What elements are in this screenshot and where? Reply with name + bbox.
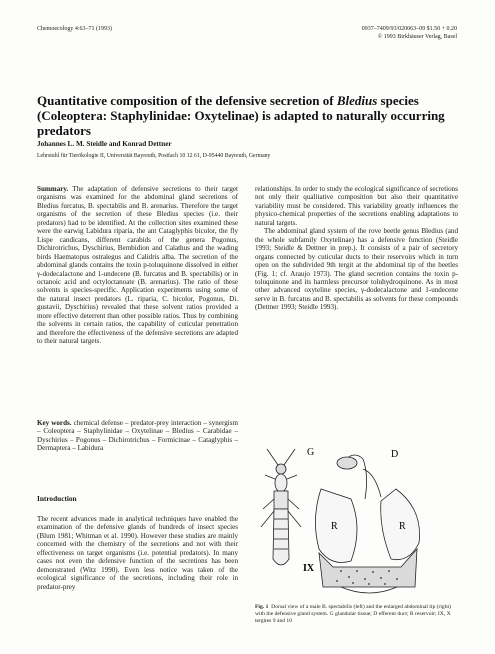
beetle-figure <box>251 439 467 601</box>
title-text-2: species (Coleoptera: Staphylinidae: Oxytelinae) is adapted to naturally occurring predators <box>37 93 445 138</box>
figure-label-d: D <box>391 449 399 460</box>
keywords-block <box>37 419 238 453</box>
beetle-illustration <box>261 449 301 565</box>
introduction-paragraph: The recent advances made in analytical techniques have enabled the examination of the defensive glands of hundreds of insect species (Blum 1981; Whitman et al. 1990). However these studies are mainly concerned with the chemistry of the secretions and not with their effectiveness on target organisms (i.e. potential predators). In many cases not even the defensive function of the secretions has been demonstrated (Witz 1990). Even less notice was taken of the ecological significance of the secretions, including their role in predator-prey <box>37 515 238 591</box>
figure-caption <box>255 604 458 625</box>
figure-label-ix: IX <box>303 563 315 574</box>
title-text-1: Quantitative composition of the defensive secretion of <box>37 93 337 108</box>
summary-block <box>37 185 238 346</box>
keywords-label: Key words. <box>37 419 72 427</box>
caption-label: Fig. 1 <box>255 604 269 610</box>
summary-label: Summary. <box>37 185 69 193</box>
figure-label-r-right: R <box>399 521 406 532</box>
introduction-text <box>37 515 238 591</box>
figure-label-g: G <box>307 447 315 458</box>
copyright-line: © 1993 Birkhäuser Verlag, Basel <box>377 34 457 40</box>
issn-price: 0937–7409/93/020063–09 $1.50 + 0.20 <box>361 26 457 32</box>
author-line: Johannes L. M. Steidle and Konrad Dettner <box>37 140 172 148</box>
right-paragraph-1: relationships. In order to study the ecological significance of secretions not only their qualitative composition but also their quantitative variability must be considered. This variability greatly influences the physico-chemical properties of the secretions enabling adaptations to natural targets. <box>255 185 458 227</box>
figure-label-r-left: R <box>331 521 338 532</box>
right-column-text <box>255 185 458 312</box>
article-title <box>37 93 467 138</box>
journal-reference: Chemoecology 4:63–71 (1993) <box>37 26 112 32</box>
caption-text: Dorsal view of a male B. spectabilis (left) and the enlarged abdominal tip (right) with the defensive gland system. G glandular tissue; D efferent duct; R reservoir; IX, X tergites 9 and 10 <box>255 604 451 624</box>
keywords-text: chemical defense – predator-prey interaction – synergism – Coleoptera – Staphylinidae – Oxytelinae – Bledius – Carabidae – Dyschirius – Pogonus – Dichirotrichus – Formicinae – Cataglyphis – Dermaptera – Labidura <box>37 419 238 453</box>
right-paragraph-2: The abdominal gland system of the rove beetle genus Bledius (and the whole subfamily Oxytelinae) has a defensive function (Steidle 1993; Steidle & Dettner in prep.). It consists of a pair of secretory organs connected by cuticular ducts to their reservoirs which in turn open on the subdivided 9th tergit at the abdominal tip of the beetles (Fig. 1; cf. Araujo 1973). The gland secretion contains the toxin p-toluquinone and its harmless precursor toluhydroquinone. As in most other advanced oxyteline species, γ-dodecalactone and 1-undecene serve in B. furcatus and B. spectabilis as solvents for these compounds (Dettner 1993; Steidle 1993). <box>255 227 458 312</box>
summary-text: The adaptation of defensive secretions to their target organisms was examined for the abdominal gland secretions of Bledius furcatus, B. spectabilis and B. arenarius. Therefore the target organisms of the secretion of these Bledius species (i.e. their predators) had to be identified. At the collection sites examined these were the earwig Labidura riparia, the ant Cataglyphis bicolor, the fly Lispe candicans, different carabids of the genera Pogonus, Dichirotrichus, Dyschirius, Bembidion and Calathus and the wading birds Haematopus ostralegus and Calidris alba. The secretion of the abdominal glands contains the toxin p-toluquinone dissolved in either γ-dodecalactone and 1-undecene (B. furcatus and B. spectabilis) or in octanoic acid and octyloctanoate (B. arenarius). The ratio of these solvents is species-specific. Application experiments using some of the natural insect predators (L. riparia, C. bicolor, Pogonus, Di. gustavii, Dyschirius) revealed that these solvent ratios provided a more effective deterrent than other possible ratios. Thus by combining the solvents in certain ratios, the capability of cuticular penetration and therefore the effectiveness of the defensive secretions are adapted to their natural targets. <box>37 185 238 346</box>
affiliation: Lehrstuhl für Tierökologie II, Universität Bayreuth, Postfach 10 12 61, D-95440 Bayreuth, Germany <box>37 153 271 159</box>
introduction-heading: Introduction <box>37 494 77 503</box>
title-genus: Bledius <box>336 93 378 108</box>
